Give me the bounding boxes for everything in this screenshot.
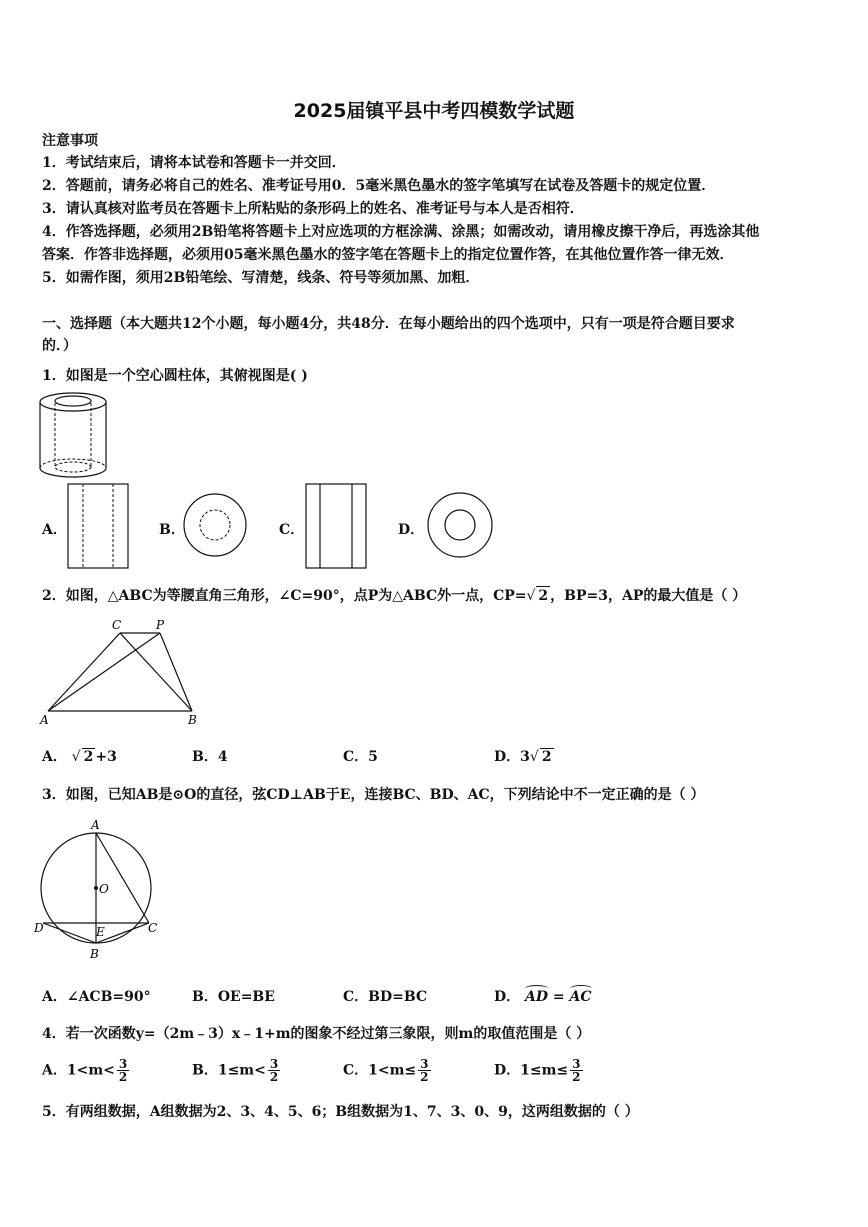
q3-point-c: C (148, 921, 158, 935)
section-heading: 一、选择题（本大题共12个小题，每小题4分，共48分．在每小题给出的四个选项中，只有一项是符合题目要求 (42, 316, 735, 332)
sqrt-symbol: √ (526, 588, 536, 604)
q2-point-a: A (40, 713, 49, 727)
q3-point-a: A (91, 818, 100, 832)
q1-option-b-figure (180, 492, 250, 558)
fraction-numerator: 3 (420, 1057, 429, 1071)
q2-stem-part2: ，BP=3，AP的最大值是（ ） (550, 588, 747, 604)
q2-option-a (42, 746, 117, 766)
q1-option-a-label: A． (42, 522, 67, 538)
q1-option-c-figure (304, 482, 368, 570)
fraction-numerator: 3 (118, 1057, 128, 1071)
q1-option-d-figure (424, 490, 496, 560)
q3-equals: = (552, 989, 565, 1005)
q3-point-o: O (99, 882, 109, 896)
q2-option-b: B．4 (192, 749, 228, 765)
notice-item-1: 1．考试结束后，请将本试卷和答题卡一并交回． (42, 155, 346, 171)
q2-option-a-radicand: 2 (83, 749, 94, 765)
notice-item-5: 5．如需作图，须用2B铅笔绘、写清楚，线条、符号等须加黑、加粗． (42, 270, 480, 286)
q1-option-a-figure (66, 482, 130, 570)
q4-stem: 4．若一次函数y=（2m﹣3）x﹣1+m的图象不经过第三象限，则m的取值范围是（ ） (42, 1026, 591, 1042)
q4-option-b-label: B．1≤m< (192, 1062, 266, 1079)
q2-point-b: B (188, 713, 197, 727)
q2-option-a-tail: +3 (95, 749, 117, 765)
q2-point-p: P (156, 618, 165, 632)
q3-arc-ad: AD (525, 989, 549, 1005)
q2-option-a-label: A． (42, 749, 67, 765)
q4-option-b-fraction (268, 1058, 280, 1083)
notice-heading: 注意事项 (42, 133, 98, 149)
q2-option-d-radicand: 2 (541, 749, 552, 765)
q3-option-a: A．∠ACB=90° (42, 989, 151, 1005)
q2-triangle-figure (38, 615, 206, 727)
q3-point-e: E (96, 925, 105, 939)
page-title: 2025届镇平县中考四模数学试题 (293, 100, 575, 122)
fraction-denominator: 2 (572, 1070, 581, 1084)
fraction-denominator: 2 (118, 1070, 128, 1084)
q3-point-b: B (90, 947, 99, 961)
q3-option-b: B．OE=BE (192, 989, 275, 1005)
notice-item-4: 4．作答选择题，必须用2B铅笔将答题卡上对应选项的方框涂满、涂黑；如需改动，请用橡皮擦干净后，再选涂其他 (42, 224, 760, 240)
q2-stem-part1: 2．如图，△ABC为等腰直角三角形，∠C=90°，点P为△ABC外一点，CP= (42, 588, 527, 604)
section-heading-cont: 的．） (42, 338, 77, 354)
q3-circle-figure (34, 816, 158, 962)
q3-point-d: D (34, 921, 44, 935)
q1-stem: 1．如图是一个空心圆柱体，其俯视图是( ) (42, 368, 308, 384)
fraction-denominator: 2 (420, 1070, 429, 1084)
q2-stem (42, 586, 746, 605)
q2-option-d-label: D．3 (494, 749, 530, 765)
q1-option-b-label: B． (159, 522, 185, 538)
q4-option-c (343, 1058, 433, 1083)
q3-option-d-label: D． (494, 989, 521, 1005)
notice-item-4-cont: 答案．作答非选择题，必须用05毫米黑色墨水的签字笔在答题卡上的指定位置作答，在其他位置作答一律无效． (42, 247, 734, 263)
fraction-numerator: 3 (572, 1057, 581, 1071)
q3-arc-ac: AC (569, 989, 592, 1005)
q2-option-d (494, 746, 554, 766)
sqrt-symbol: √ (529, 749, 539, 765)
q5-stem: 5．有两组数据，A组数据为2、3、4、5、6；B组数据为1、7、3、0、9，这两组数据的（ ） (42, 1104, 639, 1120)
fraction-denominator: 2 (269, 1070, 279, 1084)
q2-point-c: C (112, 618, 122, 632)
q1-option-c-label: C． (279, 522, 305, 538)
notice-item-3: 3．请认真核对监考员在答题卡上所粘贴的条形码上的姓名、准考证号与本人是否相符． (42, 201, 584, 217)
q4-option-b (192, 1058, 282, 1083)
q4-option-d-fraction (570, 1058, 582, 1083)
q4-option-a-fraction (117, 1058, 129, 1083)
q4-option-d-label: D．1≤m≤ (494, 1062, 569, 1079)
q2-stem-radicand: 2 (538, 588, 549, 604)
q4-option-c-label: C．1<m≤ (343, 1062, 417, 1079)
q4-option-c-fraction (418, 1058, 430, 1083)
q4-option-a (42, 1058, 131, 1083)
sqrt-symbol: √ (71, 749, 81, 765)
q1-cylinder-figure (36, 390, 110, 482)
q3-stem: 3．如图，已知AB是⊙O的直径，弦CD⊥AB于E，连接BC、BD、AC，下列结论中不一定正确的是（ ） (42, 787, 705, 803)
q4-option-a-label: A．1<m< (42, 1062, 115, 1079)
q3-option-d (494, 986, 592, 1006)
q4-option-d (494, 1058, 585, 1083)
q1-option-d-label: D． (398, 522, 425, 538)
notice-item-2: 2．答题前，请务必将自己的姓名、准考证号用0．5毫米黑色墨水的签字笔填写在试卷及答题卡的规定位置． (42, 178, 716, 194)
q2-option-c: C．5 (343, 749, 378, 765)
fraction-numerator: 3 (269, 1057, 279, 1071)
q3-option-c: C．BD=BC (343, 989, 428, 1005)
